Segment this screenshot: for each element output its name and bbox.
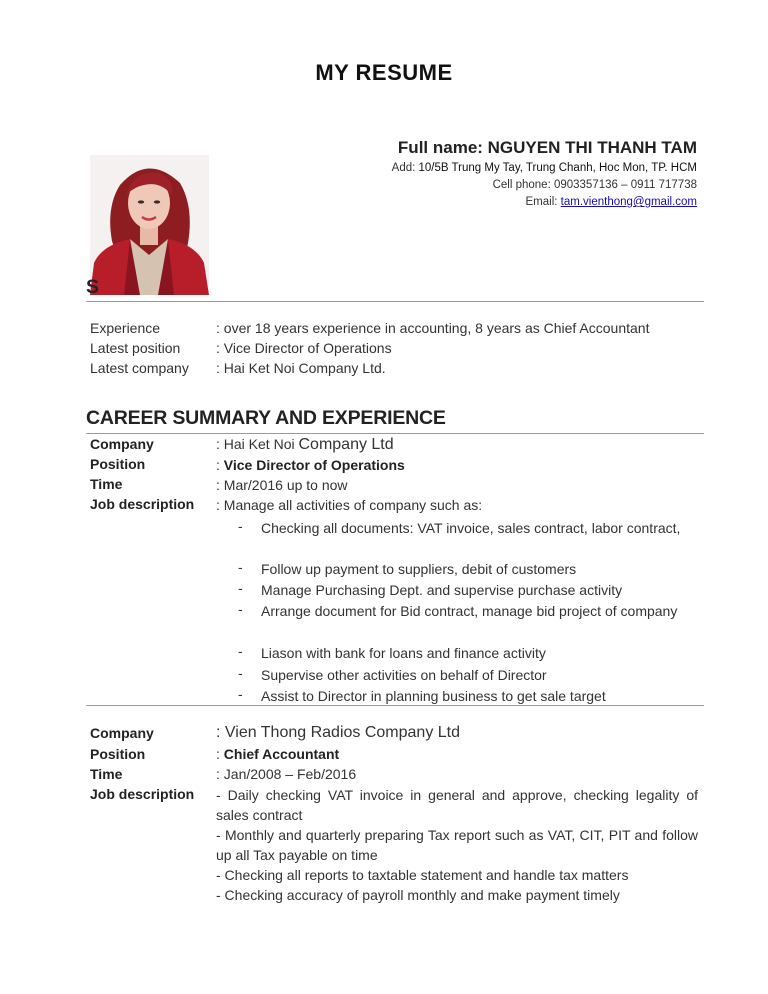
job1-bullet-2: Follow up payment to suppliers, debit of customers: [261, 561, 577, 577]
job1-bullet-7: Assist to Director in planning business to get sale target: [261, 688, 606, 704]
job2-time-label: Time: [90, 766, 123, 782]
summary-label-company: Latest company: [90, 360, 189, 376]
address-line: [392, 162, 697, 174]
job1-company-prefix: : Hai Ket Noi: [216, 436, 299, 452]
profile-photo: [90, 155, 209, 295]
bullet-dash: -: [238, 559, 243, 575]
bullet-dash: -: [238, 686, 243, 702]
bullet-dash: -: [238, 643, 243, 659]
job1-position-label: Position: [90, 456, 146, 472]
email-label: Email:: [525, 196, 561, 208]
job1-company-label: Company: [90, 436, 154, 452]
career-heading: CAREER SUMMARY AND EXPERIENCE: [86, 407, 446, 429]
job2-job-label: Job description: [90, 786, 195, 802]
address-label: Add:: [391, 162, 419, 174]
job1-time-label: Time: [90, 476, 123, 492]
bullet-dash: -: [238, 580, 243, 596]
job2-duty-2: - Monthly and quarterly preparing Tax report such as VAT, CIT, PIT and follow up all Tax payable on time: [216, 827, 698, 863]
resume-title: MY RESUME: [315, 60, 453, 85]
job2-position-prefix: :: [216, 746, 224, 762]
job1-bullet-3: Manage Purchasing Dept. and supervise purchase activity: [261, 582, 623, 598]
job1-position-text: Vice Director of Operations: [223, 457, 405, 473]
summary-rule: [86, 301, 704, 302]
job1-bullet-4: Arrange document for Bid contract, manage bid project of company: [261, 603, 678, 619]
job2-position-value: [216, 746, 339, 762]
bullet-dash: -: [238, 518, 243, 534]
summary-value-position: : Vice Director of Operations: [216, 340, 392, 356]
job1-company-value: [216, 436, 394, 454]
bullet-dash: -: [238, 665, 243, 681]
job2-time-value: : Jan/2008 – Feb/2016: [216, 766, 357, 782]
summary-label-experience: Experience: [90, 320, 161, 336]
job-divider: [86, 705, 704, 706]
job2-company-text: : Vien Thong Radios Company Ltd: [216, 724, 461, 741]
job1-bullet-6: Supervise other activities on behalf of Director: [261, 667, 547, 683]
job1-position-prefix: :: [216, 457, 224, 473]
job2-duty-4: - Checking accuracy of payroll monthly and make payment timely: [216, 887, 620, 903]
email-line: [526, 196, 697, 208]
career-rule: [86, 433, 704, 434]
address-value: 10/5B Trung My Tay, Trung Chanh, Hoc Mon, TP. HCM: [418, 162, 697, 174]
job1-bullet-1: Checking all documents: VAT invoice, sales contract, labor contract,: [261, 520, 681, 536]
job2-position-text: Chief Accountant: [223, 746, 340, 762]
job2-duty-1: - Daily checking VAT invoice in general and approve, checking legality of sales contract: [216, 787, 698, 823]
full-name: Full name: NGUYEN THI THANH TAM: [397, 138, 697, 157]
summary-heading: S: [86, 276, 99, 298]
summary-value-experience: : over 18 years experience in accounting, 8 years as Chief Accountant: [216, 320, 650, 336]
job1-time-value: : Mar/2016 up to now: [216, 477, 348, 493]
job2-company-value: [216, 724, 460, 742]
email-link[interactable]: tam.vienthong@gmail.com: [560, 196, 697, 208]
summary-value-company: : Hai Ket Noi Company Ltd.: [216, 360, 386, 376]
summary-label-position: Latest position: [90, 340, 181, 356]
bullet-dash: -: [238, 601, 243, 617]
cell-phone: Cell phone: 0903357136 – 0911 717738: [492, 179, 697, 191]
job1-company-rest: Company Ltd: [298, 436, 394, 453]
job1-job-label: Job description: [90, 496, 195, 512]
job2-duty-3: - Checking all reports to taxtable statement and handle tax matters: [216, 867, 629, 883]
job1-bullet-5: Liason with bank for loans and finance activity: [261, 645, 546, 661]
job2-position-label: Position: [90, 746, 146, 762]
job1-job-intro: : Manage all activities of company such as:: [216, 497, 483, 513]
job1-position-value: [216, 457, 405, 473]
job2-company-label: Company: [90, 725, 154, 741]
